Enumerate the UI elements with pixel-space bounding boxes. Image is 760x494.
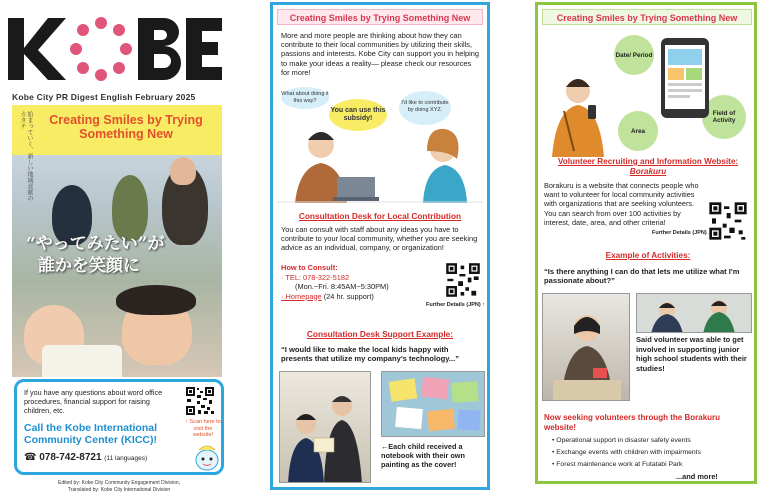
intro-text: More and more people are thinking about how they can contribute to their local communities by utilizing their skills, passions and interests. Kobe City can support you in helping to make your ideas a reality— please check our resources for more!: [281, 31, 480, 77]
phone-icon: ☎: [24, 452, 40, 463]
list-item: • Forest maintenance work at Futatabi Park: [552, 459, 752, 471]
and-more-text: ...and more!: [676, 472, 718, 481]
notebook-caption: ←Each child received a notebook with their own painting as the cover!: [381, 442, 465, 469]
hours-line: (Mon.~Fri. 8:45AM~5:30PM): [295, 282, 389, 291]
handover-scene: [280, 372, 371, 483]
qr-code-icon[interactable]: [445, 262, 481, 298]
consultation-illustration: [277, 85, 483, 203]
kobe-logo: [4, 10, 226, 88]
further-details-link[interactable]: Further Details (JPN) ↑: [426, 302, 485, 308]
tel-line[interactable]: · TEL: 078-322-5182: [281, 272, 350, 282]
students-photo: [636, 293, 752, 333]
cover-vertical-text: 始まっていく、新しい地域貢献のカタチ: [19, 111, 32, 201]
kicc-info-box: [14, 379, 224, 475]
borakuru-search-diagram: [542, 29, 752, 157]
scan-note: ↑ Scan here to visit the website!: [185, 419, 221, 438]
person-figure: [42, 345, 122, 377]
further-details-link[interactable]: Further Details (JPN)→: [652, 230, 713, 236]
panel-header: Creating Smiles by Trying Something New: [542, 9, 752, 25]
volunteer-scene: [543, 294, 630, 401]
circle-date-period: Date/ Period: [614, 35, 654, 75]
mascot-icon: [193, 442, 221, 472]
volunteer-panel: [535, 2, 757, 484]
activity-example-quote: “Is there anything I can do that lets me utilize what I'm passionate about?”: [544, 267, 740, 286]
person-figure: [112, 175, 148, 241]
person-figure: [170, 157, 196, 185]
cover-title: Creating Smiles by Trying Something New: [49, 113, 203, 141]
support-example-quote: “I would like to make the local kids happy with presents that utilize my company's technology...”: [281, 345, 460, 364]
kicc-call-heading: Call the Kobe International Community Center (KICC)!: [24, 422, 158, 446]
students-scene: [637, 294, 752, 333]
issue-subtitle: Kobe City PR Digest English February 2025: [12, 92, 196, 102]
volunteer-site-title: Volunteer Recruiting and Information Website: Borakuru: [557, 157, 739, 176]
notebooks-scene: [382, 372, 485, 437]
cover-japanese-slogan: “やってみたい”が 誰かを笑顔に: [26, 234, 165, 276]
qr-code-icon[interactable]: [708, 201, 748, 241]
people-illustration: [277, 85, 483, 203]
list-item: • Operational support in disaster safety events: [552, 435, 752, 447]
credit-edited: Edited by: Kobe City Community Engagement Division,: [57, 480, 180, 486]
circle-area: Area: [618, 111, 658, 151]
activity-list: [552, 435, 752, 470]
consult-desk-title: Consultation Desk for Local Contribution: [298, 211, 462, 221]
seeking-volunteers-heading: Now seeking volunteers through the Borakuru website!: [544, 413, 721, 432]
panel-header: Creating Smiles by Trying Something New: [277, 9, 483, 25]
support-example-title: Consultation Desk Support Example:: [306, 329, 454, 339]
homepage-note: (24 hr. support): [321, 291, 374, 301]
cover-photo: [12, 105, 222, 377]
phone-languages-note: (11 languages): [104, 455, 148, 462]
speech-bubble: What about doing it this way?: [281, 87, 329, 109]
borakuru-description: Borakuru is a website that connects people who want to volunteer for local community activities with organizations that are seeking volunteers. You can search from over 100 activities by interest, date, area, and other criteria!: [544, 181, 699, 227]
volunteer-caption: Said volunteer was able to get involved in supporting junior high school students with their studies!: [636, 335, 747, 373]
smartphone-icon: [660, 37, 710, 119]
front-cover-panel: [4, 4, 226, 492]
consultation-panel: [270, 2, 490, 490]
how-to-label: How to Consult:: [281, 263, 338, 272]
credit-translated: Translated by: Kobe City International Division: [67, 487, 171, 493]
kicc-phone[interactable]: ☎ 078-742-8721 (11 languages): [24, 452, 148, 463]
consult-desk-body: You can consult with staff about any ideas you have to contribute to your local community, whether you are seeking advice as an individual, company, or organization!: [281, 225, 478, 253]
homepage-link[interactable]: · Homepage: [281, 291, 322, 301]
circle-field-of-activity: Field of Activity: [702, 95, 746, 139]
person-with-phone: [542, 65, 614, 157]
borakuru-name: Borakuru: [629, 167, 667, 176]
speech-bubble: I'd like to contribute by doing XYZ.: [399, 91, 451, 125]
list-item: • Exchange events with children with impairments: [552, 447, 752, 459]
activity-example-title: Example of Activities:: [605, 251, 691, 260]
info-question-text: If you have any questions about word office procedures, financial support for raising children, etc.: [24, 388, 163, 415]
speech-bubble: You can use this subsidy!: [329, 99, 387, 131]
volunteer-photo: [542, 293, 630, 401]
handover-photo: [279, 371, 371, 483]
person-figure: [116, 285, 196, 315]
how-to-consult: [281, 263, 389, 301]
qr-code-icon[interactable]: [185, 386, 215, 416]
notebooks-photo: [381, 371, 485, 437]
